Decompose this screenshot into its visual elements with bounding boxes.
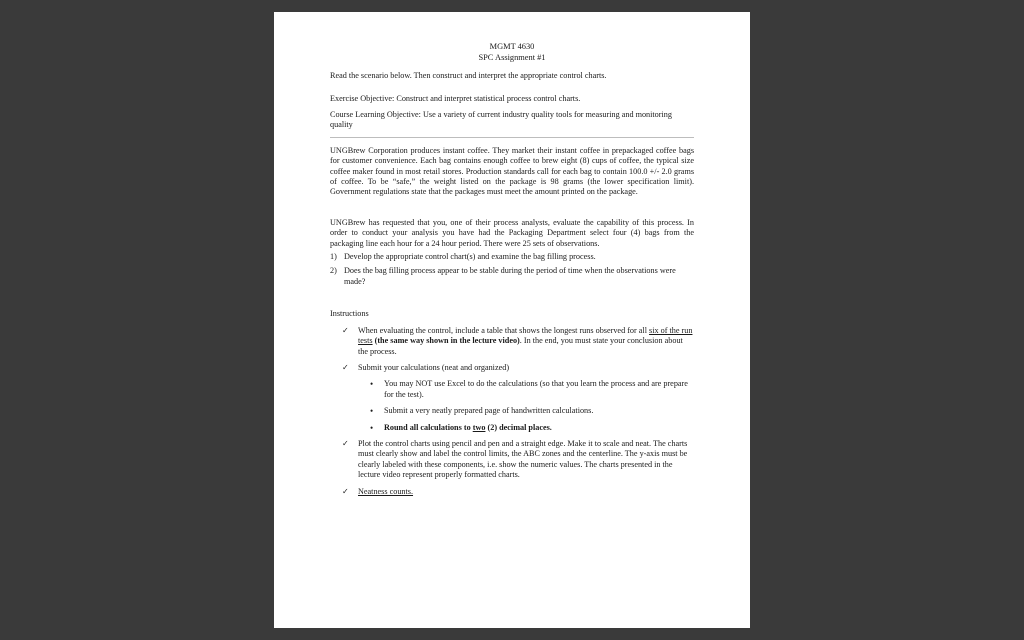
run-tests-underline: six of the run tests [358, 325, 693, 346]
divider [330, 137, 694, 138]
instruction-item [330, 326, 694, 357]
instructions-heading: Instructions [330, 309, 369, 319]
sub-instruction-item [330, 379, 694, 400]
checkmark-icon: ✓ [342, 362, 349, 372]
scenario-paragraph-2: UNGBrew has requested that you, one of their process analysts, evaluate the capability of this process. In order to conduct your analysis you have had the Packaging Department select four (4) bags from the packaging line each hour for a 24 hour period. There were 25 sets of observations. [330, 217, 694, 248]
sub-instructions-list [330, 379, 694, 433]
sub-instruction-item [330, 406, 694, 416]
scenario-paragraph-1: UNGBrew Corporation produces instant coffee. They market their instant coffee in prepackaged coffee bags for customer convenience. Each bag contains enough coffee to brew eight (8) cups of coffee, the typical size coffee maker found in most retail stores. Production standards call for each bag to contain 100.0 +/- 2.0 grams of coffee. To be “safe,” the weight listed on the package is 98 grams (the lower specification limit). Government regulations state that the packages must meet the amount printed on the package. [330, 145, 694, 197]
instruction-text: . In the end, you must state your conclusion about the process. [358, 336, 683, 356]
question-number: 2) [330, 266, 337, 276]
rounding-text: (2) decimal places. [485, 422, 552, 432]
instruction-item [330, 439, 694, 481]
checkmark-icon: ✓ [342, 325, 349, 335]
question-item [330, 266, 694, 287]
bullet-icon: • [370, 379, 374, 390]
course-objective: Course Learning Objective: Use a variety of current industry quality tools for measuring and monitoring quality [330, 110, 672, 130]
rounding-text: Round all calculations to [384, 422, 473, 432]
sub-instruction-text: Submit a very neatly prepared page of handwritten calculations. [384, 406, 594, 416]
lecture-video-bold: (the same way shown in the lecture video) [372, 336, 520, 346]
sub-instruction-text: You may NOT use Excel to do the calculations (so that you learn the process and are prepare for the test). [384, 379, 688, 399]
assignment-title: SPC Assignment #1 [478, 52, 546, 62]
document-content [330, 42, 694, 503]
neatness-text: Neatness counts. [358, 486, 414, 496]
instruction-text: Plot the control charts using pencil and pen and a straight edge. Make it to scale and neat. The charts must clearly show and label the control limits, the ABC zones and the centerline. The y-axis must be clearly labeled with these components, i.e. show the numeric values. The charts presented in the lecture video represent properly formatted charts. [358, 438, 688, 480]
course-title: MGMT 4630 [489, 42, 535, 51]
exercise-objective: Exercise Objective: Construct and interpret statistical process control charts. [330, 93, 581, 103]
instructions-list [330, 326, 694, 497]
instruction-item [330, 487, 694, 497]
question-list [330, 252, 694, 287]
checkmark-icon: ✓ [342, 438, 349, 448]
checkmark-icon: ✓ [342, 486, 349, 496]
rounding-underline: two [472, 422, 486, 432]
document-page [274, 12, 750, 628]
question-text: Does the bag filling process appear to be stable during the period of time when the observations were made? [344, 266, 676, 286]
sub-instruction-item [330, 423, 694, 433]
instruction-text: When evaluating the control, include a table that shows the longest runs observed for all [358, 325, 650, 335]
instruction-text: Submit your calculations (neat and organized) [358, 362, 510, 372]
bullet-icon: • [370, 406, 374, 417]
question-text: Develop the appropriate control chart(s) and examine the bag filling process. [344, 252, 596, 262]
bullet-icon: • [370, 422, 374, 433]
intro-text: Read the scenario below. Then construct and interpret the appropriate control charts. [330, 71, 607, 81]
question-item [330, 252, 694, 262]
question-number: 1) [330, 252, 337, 262]
instruction-item [330, 363, 694, 373]
